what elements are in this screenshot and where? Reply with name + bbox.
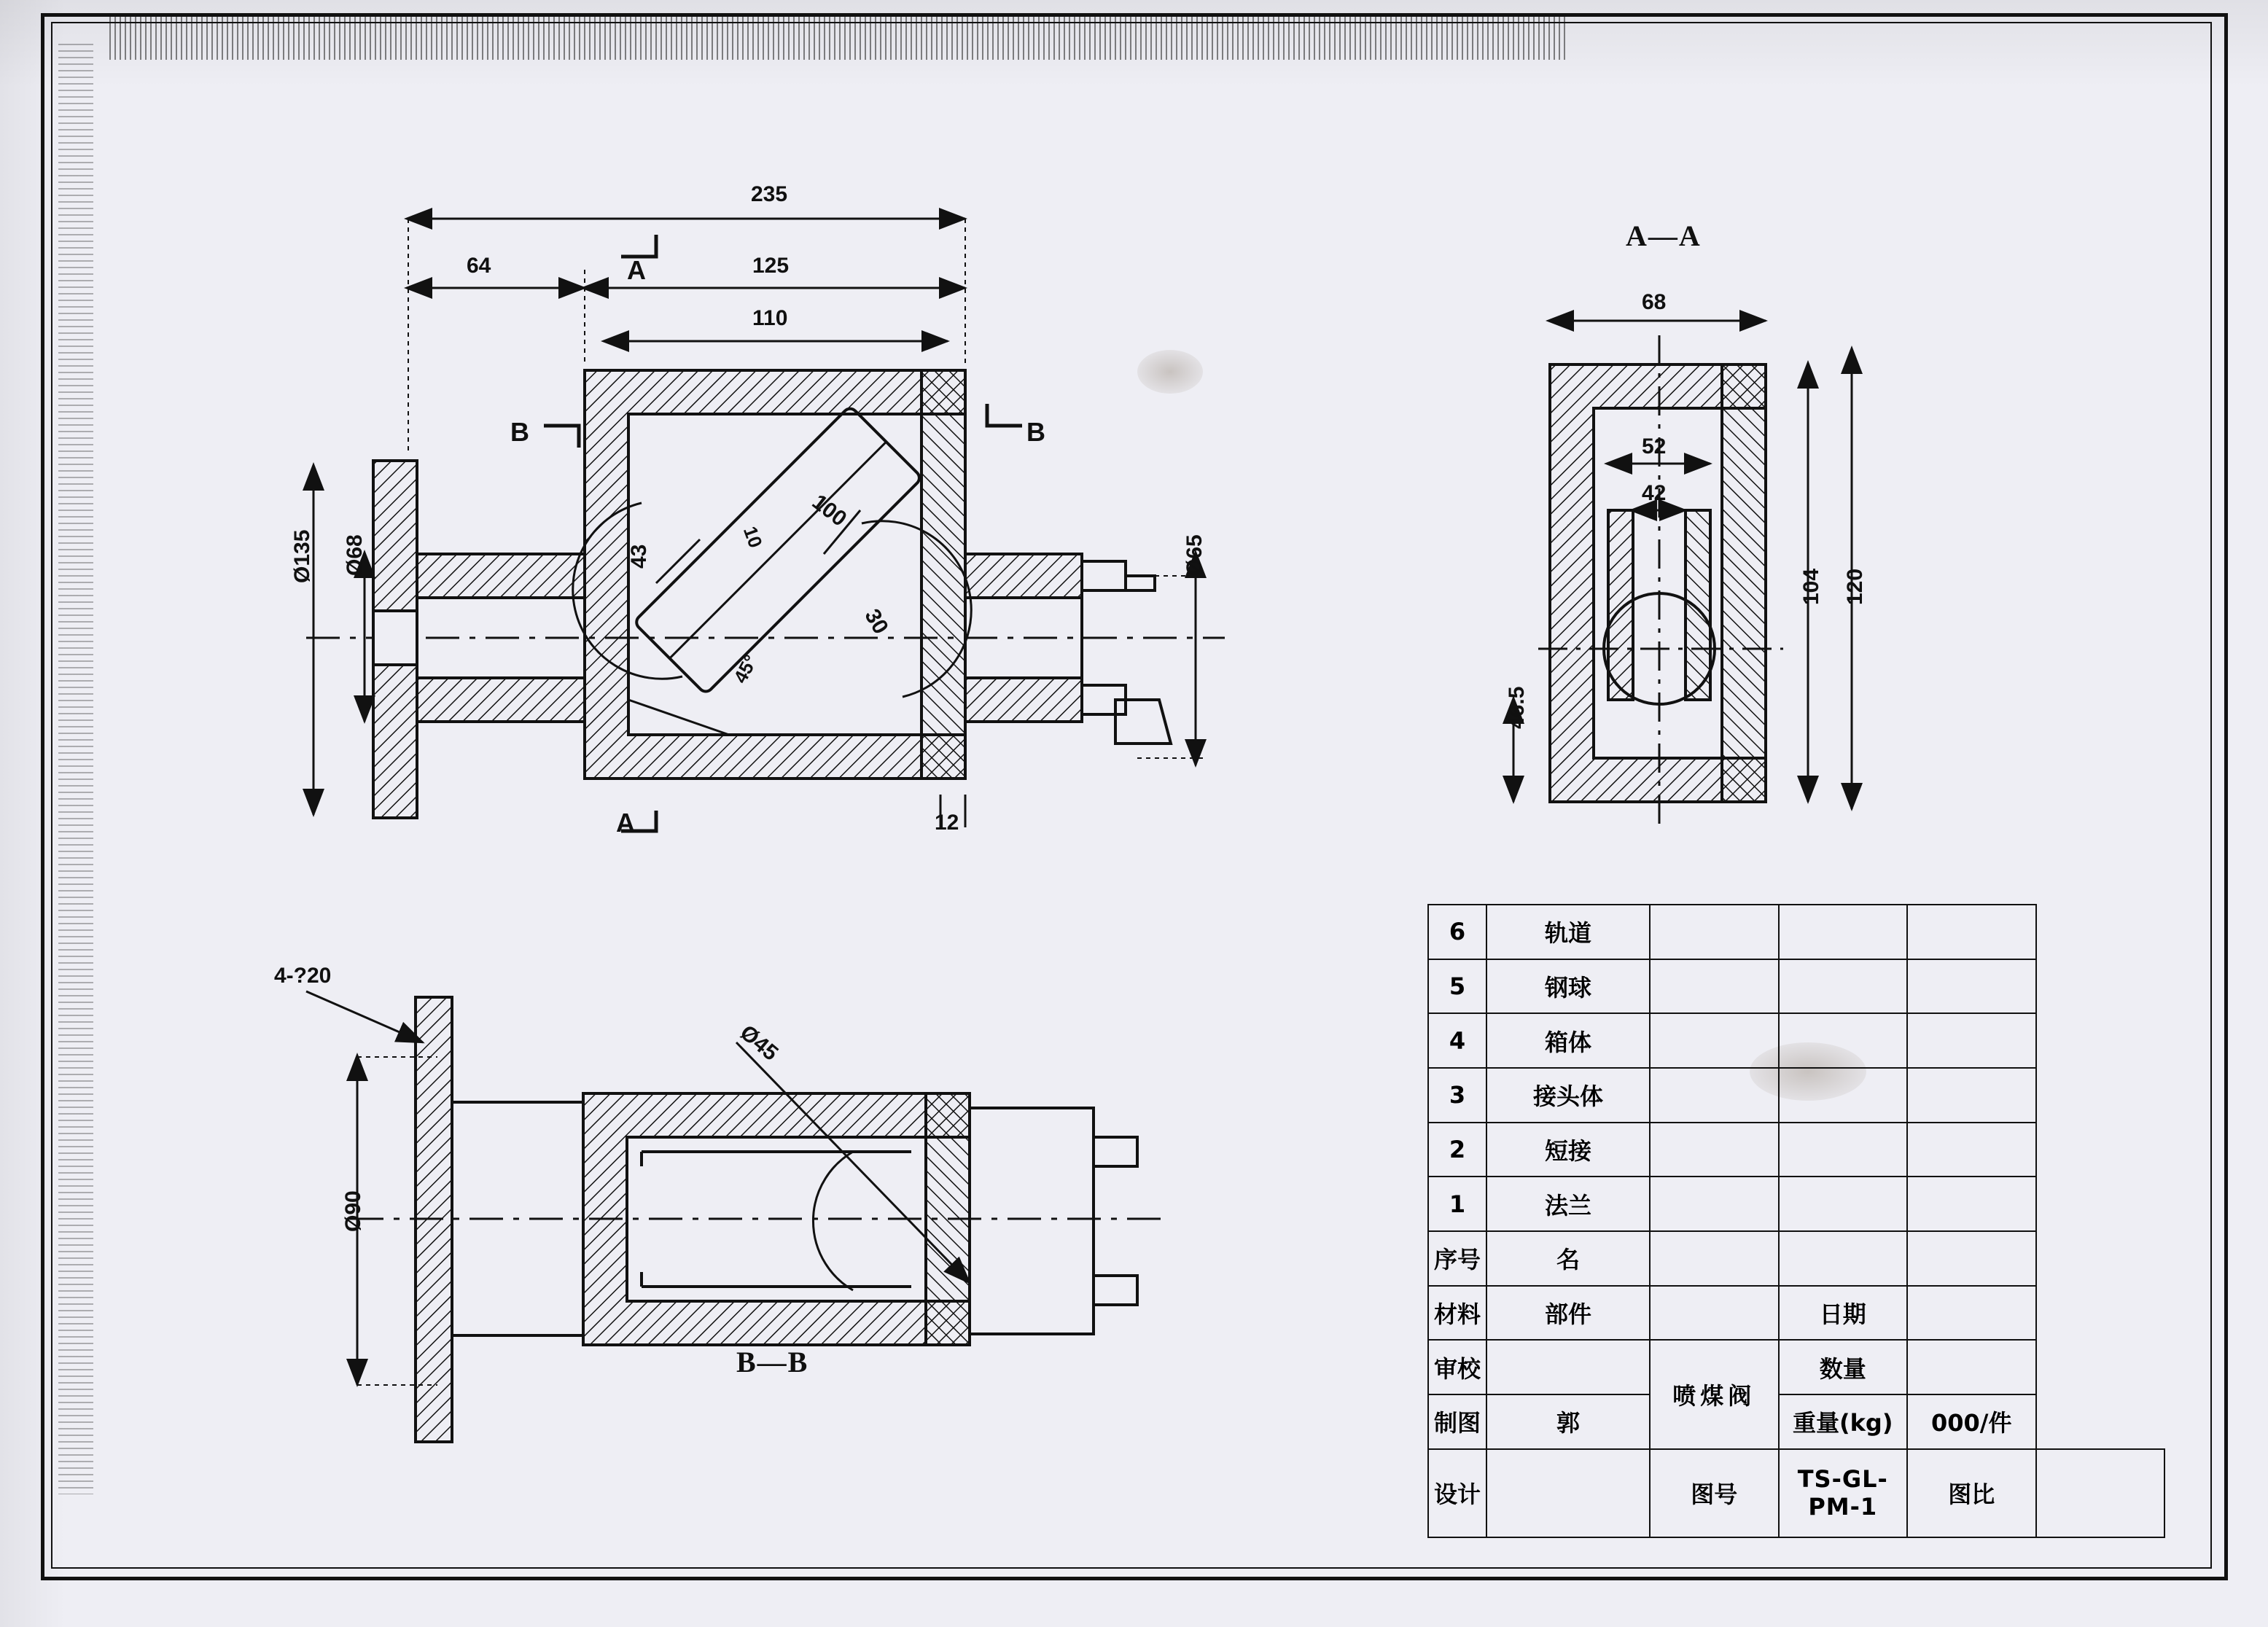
dim-left-segment: 64 <box>467 254 491 278</box>
dim-angle-45: 45° <box>729 651 762 687</box>
dim-bore-68: Ø68 <box>343 534 367 576</box>
value-design <box>1486 1449 1650 1537</box>
part-no: 4 <box>1428 1013 1486 1068</box>
dim-overall-length: 235 <box>751 182 788 206</box>
value-draw: 郭 <box>1486 1394 1650 1449</box>
table-row <box>1428 1068 2164 1123</box>
cell-blank <box>1907 1177 2036 1231</box>
title-block <box>1427 904 2165 1538</box>
cell-blank <box>1779 959 1908 1014</box>
dim-flange-od: Ø135 <box>290 529 314 583</box>
part-name: 短接 <box>1486 1123 1650 1177</box>
label-scale: 图比 <box>1907 1449 2036 1537</box>
cell-blank <box>1650 1286 1779 1341</box>
label-check: 审校 <box>1428 1340 1486 1394</box>
section-mark-b-right: B <box>1026 417 1045 447</box>
dim-aa-height-104: 104 <box>1799 568 1823 605</box>
cell-blank <box>1907 1123 2036 1177</box>
cell-blank <box>1907 1013 2036 1068</box>
cell-blank <box>1907 905 2036 959</box>
part-no: 1 <box>1428 1177 1486 1231</box>
cell-blank <box>1907 1068 2036 1123</box>
part-name: 箱体 <box>1486 1013 1650 1068</box>
cell-blank <box>1650 959 1779 1014</box>
section-mark-a-bottom: A <box>616 808 635 838</box>
dim-30: 30 <box>860 605 893 639</box>
cell-blank <box>1779 1231 1908 1286</box>
table-row <box>1428 905 2164 959</box>
cell-blank <box>1907 1231 2036 1286</box>
table-header-row <box>1428 1231 2164 1286</box>
cell-blank <box>1779 1177 1908 1231</box>
dim-aa-height-46-5: 46.5 <box>1505 686 1529 729</box>
part-no: 5 <box>1428 959 1486 1014</box>
dim-aa-inner-52: 52 <box>1642 434 1667 459</box>
value-drawing-no: TS-GL-PM-1 <box>1779 1449 1908 1537</box>
table-row <box>1428 1123 2164 1177</box>
table-row <box>1428 1013 2164 1068</box>
section-mark-b-left: B <box>510 417 529 447</box>
part-no: 2 <box>1428 1123 1486 1177</box>
dim-aa-width-68: 68 <box>1642 290 1667 314</box>
label-component: 部件 <box>1486 1286 1650 1341</box>
view-title-aa: A—A <box>1626 219 1702 252</box>
cell-blank <box>1779 905 1908 959</box>
label-material: 材料 <box>1428 1286 1486 1341</box>
label-design: 设计 <box>1428 1449 1486 1537</box>
view-title-bb: B—B <box>736 1346 809 1378</box>
label-weight: 重量(kg) <box>1779 1394 1908 1449</box>
value-date <box>1907 1286 2036 1341</box>
value-scale <box>2036 1449 2165 1537</box>
label-draw: 制图 <box>1428 1394 1486 1449</box>
cell-blank <box>1650 1013 1779 1068</box>
cell-blank <box>1650 1068 1779 1123</box>
table-row-design <box>1428 1449 2164 1537</box>
table-row-material <box>1428 1286 2164 1341</box>
col-header-name: 名 <box>1486 1231 1650 1286</box>
part-name: 钢球 <box>1486 959 1650 1014</box>
dim-right-bore: Ø65 <box>1182 534 1207 576</box>
part-no: 6 <box>1428 905 1486 959</box>
dim-aa-height-120: 120 <box>1843 568 1867 605</box>
value-weight: 000/件 <box>1907 1394 2036 1449</box>
table-row <box>1428 959 2164 1014</box>
table-row <box>1428 1177 2164 1231</box>
section-mark-a-top: A <box>627 255 646 285</box>
part-name: 法兰 <box>1486 1177 1650 1231</box>
cell-blank <box>1779 1068 1908 1123</box>
label-date: 日期 <box>1779 1286 1908 1341</box>
col-header-no: 序号 <box>1428 1231 1486 1286</box>
dim-slot-length: 100 <box>807 490 852 531</box>
cell-blank <box>1650 905 1779 959</box>
dim-step-12: 12 <box>935 811 959 835</box>
dim-bb-holes: 4-?20 <box>274 964 332 988</box>
part-no: 3 <box>1428 1068 1486 1123</box>
label-qty: 数量 <box>1779 1340 1908 1394</box>
dim-slot-width: 10 <box>739 523 767 551</box>
part-title: 喷煤阀 <box>1650 1340 1779 1448</box>
cell-blank <box>1907 959 2036 1014</box>
table-row-draw <box>1428 1394 2164 1449</box>
part-name: 轨道 <box>1486 905 1650 959</box>
dim-aa-bore-42: 42 <box>1642 481 1667 505</box>
value-check <box>1486 1340 1650 1394</box>
label-drawing-no: 图号 <box>1650 1449 1779 1537</box>
value-qty <box>1907 1340 2036 1394</box>
dim-box-outer: 125 <box>752 254 790 278</box>
cell-blank <box>1779 1013 1908 1068</box>
part-name: 接头体 <box>1486 1068 1650 1123</box>
dim-43: 43 <box>627 544 651 569</box>
cell-blank <box>1650 1177 1779 1231</box>
cell-blank <box>1650 1123 1779 1177</box>
cell-blank <box>1650 1231 1779 1286</box>
dim-box-inner: 110 <box>752 306 788 330</box>
dim-bb-bore-45: Ø45 <box>735 1021 783 1066</box>
table-row-check <box>1428 1340 2164 1394</box>
cell-blank <box>1779 1123 1908 1177</box>
dim-bb-flange-90: Ø90 <box>341 1190 365 1232</box>
